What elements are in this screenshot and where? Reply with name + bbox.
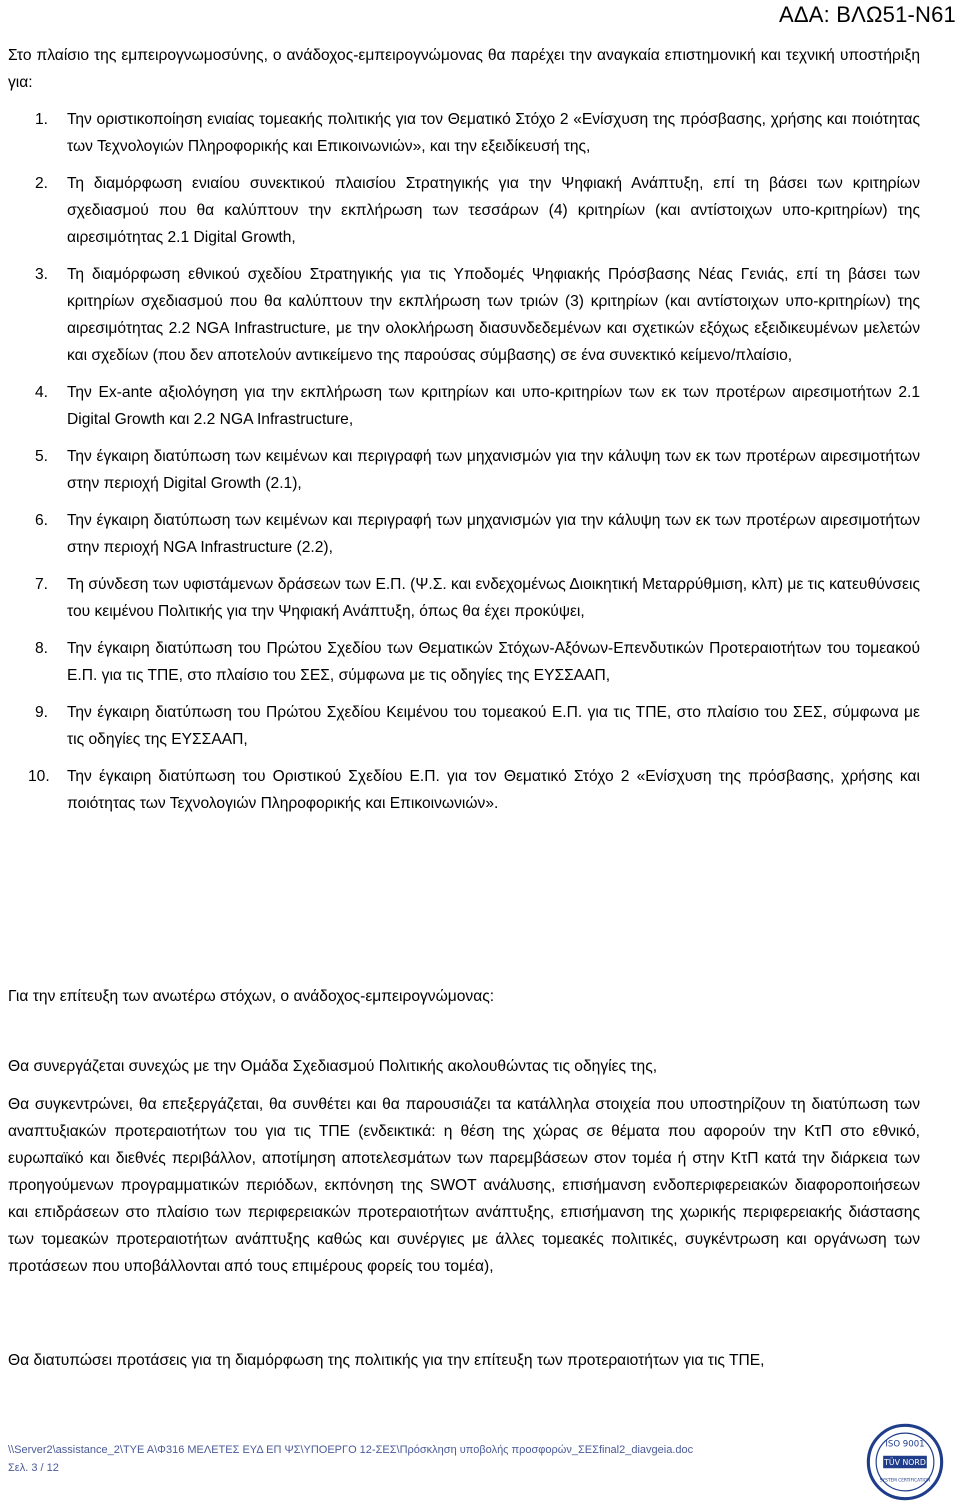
item-text: Την έγκαιρη διατύπωση του Πρώτου Σχεδίου Κειμένου του τομεακού Ε.Π. για τις ΤΠΕ, στο πλαίσιο του ΣΕΣ, σύμφωνα με τις οδηγίες της ΕΥΣΣΑΑΠ, [67, 704, 920, 748]
logo-bottom-text: SYSTEM CERTIFICATION [879, 1478, 931, 1484]
item-number: 1. [35, 111, 49, 128]
body-paragraph-3: Θα διατυπώσει προτάσεις για τη διαμόρφωση της πολιτικής για την επίτευξη των προτεραιοτήτων για τις ΤΠΕ, [8, 1352, 765, 1369]
item-text: Τη σύνδεση των υφιστάμενων δράσεων των Ε.Π. (Ψ.Σ. και ενδεχομένως Διοικητική Μεταρρύθμιση, κλπ) με τις κατευθύνσεις του κειμένου Πολιτικής για την Ψηφιακή Ανάπτυξη, όπως θα έχει προκύψει, [67, 576, 920, 620]
list-item [8, 699, 920, 753]
item-text: Την οριστικοποίηση ενιαίας τομεακής πολιτικής για τον Θεματικό Στόχο 2 «Ενίσχυση της πρόσβασης, χρήσης και ποιότητας των Τεχνολογιών Πληροφορικής και Επικοινωνιών», και την εξειδίκευσή της, [67, 111, 920, 155]
item-number: 8. [35, 640, 49, 657]
item-number: 5. [35, 448, 49, 465]
item-number: 4. [35, 384, 49, 401]
item-number: 7. [35, 576, 49, 593]
footer-file-path: \\Server2\assistance_2\ΤΥΕ Α\Φ316 ΜΕΛΕΤΕΣ ΕΥΔ ΕΠ ΨΣ\ΥΠΟΕΡΓΟ 12-ΣΕΣ\Πρόσκληση υποβολής προσφορών_ΣΕΣfinal2_diavgeia.doc [8, 1444, 694, 1456]
body-paragraph-1: Θα συνεργάζεται συνεχώς με την Ομάδα Σχεδιασμού Πολιτικής ακολουθώντας τις οδηγίες της, [8, 1058, 658, 1075]
item-text: Την έγκαιρη διατύπωση του Οριστικού Σχεδίου Ε.Π. για τον Θεματικό Στόχο 2 «Ενίσχυση της πρόσβασης, χρήσης και ποιότητας των Τεχνολογιών Πληροφορικής και Επικοινωνιών». [67, 768, 920, 812]
item-text: Την έγκαιρη διατύπωση των κειμένων και περιγραφή των μηχανισμών για την κάλυψη των εκ των προτέρων αιρεσιμοτήτων στην περιοχή Digital Growth (2.1), [67, 448, 920, 492]
list-item [8, 106, 920, 160]
tuv-certification-seal-icon [866, 1423, 944, 1501]
item-text: Την Ex-ante αξιολόγηση για την εκπλήρωση των κριτηρίων και υπο-κριτηρίων των εκ των προτέρων αιρεσιμοτήτων 2.1 Digital Growth και 2.2 NGA Infrastructure, [67, 384, 920, 428]
item-text: Τη διαμόρφωση ενιαίου συνεκτικού πλαισίου Στρατηγικής για την Ψηφιακή Ανάπτυξη, επί τη βάσει των κριτηρίων σχεδιασμού που θα καλύπτουν την εκπλήρωση των τεσσάρων (4) κριτηρίων (και αντίστοιχων υπο-κριτηρίων) της αιρεσιμότητας 2.1 Digital Growth, [67, 175, 920, 246]
goal-line: Για την επίτευξη των ανωτέρω στόχων, ο ανάδοχος-εμπειρογνώμονας: [8, 988, 495, 1005]
list-item [8, 379, 920, 433]
list-item [8, 443, 920, 497]
list-item [8, 763, 920, 817]
logo-middle-text: TÜV NORD [884, 1458, 926, 1468]
task-list [8, 106, 920, 827]
item-text: Την έγκαιρη διατύπωση των κειμένων και περιγραφή των μηχανισμών για την κάλυψη των εκ των προτέρων αιρεσιμοτήτων στην περιοχή NGA Infrastructure (2.2), [67, 512, 920, 556]
logo-top-text: ISO 9001 [885, 1439, 925, 1450]
body-paragraph-2: Θα συγκεντρώνει, θα επεξεργάζεται, θα συνθέτει και θα παρουσιάζει τα κατάλληλα στοιχεία που υποστηρίζουν τη διατύπωση των αναπτυξιακών προτεραιοτήτων του για τις ΤΠΕ (ενδεικτικά: η θέση της χώρας σε θέματα που αφορούν την ΚτΠ στο εθνικό, ευρωπαϊκό και διεθνές περιβάλλον, αποτίμηση αποτελεσμάτων των παρεμβάσεων στον τομέα ή στην ΚτΠ κατά την διάρκεια των προηγούμενων προγραμματικών περιόδων, εκπόνηση της SWOT ανάλυσης, επισήμανση ενδοπεριφερειακών διαφοροποιήσεων και επιδράσεων στο πλαίσιο των περιφερειακών προτεραιοτήτων ανάπτυξης, επισήμανση της χωρικής περιφερειακής διάστασης των τομεακών προτεραιοτήτων ανάπτυξης καθώς και συνέργιες με άλλες τομεακές πολιτικές, συγκέντρωση και οργάνωση των προτάσεων που υποβάλλονται από τους επιμέρους φορείς του τομέα), [8, 1096, 920, 1275]
intro-paragraph: Στο πλαίσιο της εμπειρογνωμοσύνης, ο ανάδοχος-εμπειρογνώμονας θα παρέχει την αναγκαία επιστημονική και τεχνική υποστήριξη για: [8, 47, 920, 91]
list-item [8, 635, 920, 689]
item-number: 9. [35, 704, 49, 721]
list-item [8, 507, 920, 561]
item-text: Την έγκαιρη διατύπωση του Πρώτου Σχεδίου των Θεματικών Στόχων-Αξόνων-Επενδυτικών Προτεραιοτήτων του τομεακού Ε.Π. για τις ΤΠΕ, στο πλαίσιο του ΣΕΣ, σύμφωνα με τις οδηγίες της ΕΥΣΣΑΑΠ, [67, 640, 920, 684]
item-number: 3. [35, 266, 49, 283]
item-number: 10. [28, 768, 50, 785]
ada-code: ΑΔΑ: ΒΛΩ51-Ν61 [778, 2, 956, 27]
list-item [8, 170, 920, 251]
list-item [8, 571, 920, 625]
item-number: 2. [35, 175, 49, 192]
footer-page-number: Σελ. 3 / 12 [8, 1462, 59, 1474]
item-number: 6. [35, 512, 49, 529]
list-item [8, 261, 920, 369]
item-text: Τη διαμόρφωση εθνικού σχεδίου Στρατηγικής για τις Υποδομές Ψηφιακής Πρόσβασης Νέας Γενιάς, επί τη βάσει των κριτηρίων σχεδιασμού που θα καλύπτουν την εκπλήρωση των τριών (3) κριτηρίων (και αντίστοιχων υπο-κριτηρίων) της αιρεσιμότητας 2.2 NGA Infrastructure, με την ολοκλήρωση διασυνδεδεμένων και σχετικών εξόχως εξειδικευμένων μελετών και σχεδίων (που δεν αποτελούν αντικείμενο της παρούσας σύμβασης) σε ένα συνεκτικό κείμενο/πλαίσιο, [67, 266, 920, 364]
